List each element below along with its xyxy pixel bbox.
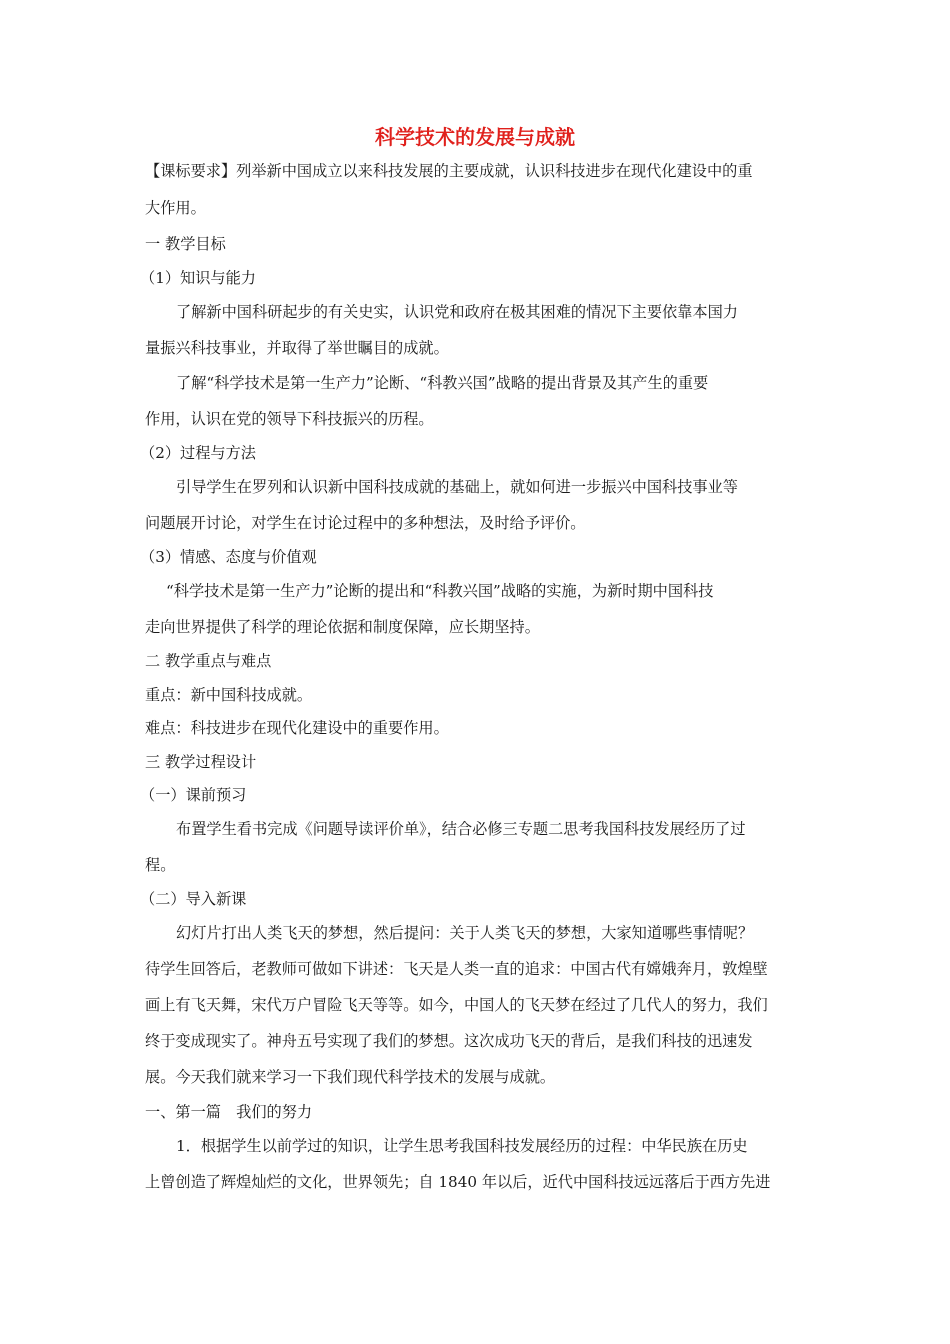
paragraph-line: 问题展开讨论，对学生在讨论过程中的多种想法，及时给予评价。: [145, 514, 586, 532]
key-point-line: 重点：新中国科技成就。: [145, 686, 313, 704]
subheading-knowledge-ability: （1）知识与能力: [140, 269, 256, 287]
paragraph-line: 画上有飞天舞，宋代万户冒险飞天等等。如今，中国人的飞天梦在经过了几代人的努力，我们: [145, 996, 768, 1014]
subheading-preview: （一）课前预习: [140, 786, 247, 804]
paragraph-line: 了解“科学技术是第一生产力”论断、“科教兴国”战略的提出背景及其产生的重要: [176, 374, 709, 392]
paragraph-line: 了解新中国科研起步的有关史实，认识党和政府在极其困难的情况下主要依靠本国力: [176, 303, 738, 321]
paragraph-line: 幻灯片打出人类飞天的梦想，然后提问：关于人类飞天的梦想，大家知道哪些事情呢？: [176, 924, 754, 942]
paragraph-line: 作用，认识在党的领导下科技振兴的历程。: [145, 410, 434, 428]
curriculum-requirement-line-1: 【课标要求】列举新中国成立以来科技发展的主要成就，认识科技进步在现代化建设中的重: [145, 162, 753, 180]
paragraph-line: 1．根据学生以前学过的知识，让学生思考我国科技发展经历的过程：中华民族在历史: [176, 1137, 748, 1155]
paragraph-line: 展。今天我们就来学习一下我们现代科学技术的发展与成就。: [145, 1068, 556, 1086]
paragraph-line: 终于变成现实了。神舟五号实现了我们的梦想。这次成功飞天的背后，是我们科技的迅速发: [145, 1032, 753, 1050]
paragraph-line: 待学生回答后，老教师可做如下讲述：飞天是人类一直的追求：中国古代有嫦娥奔月，敦煌壁: [145, 960, 768, 978]
curriculum-requirement-line-2: 大作用。: [145, 199, 206, 217]
section-heading-our-efforts: 一、第一篇 我们的努力: [145, 1103, 313, 1121]
paragraph-line: 引导学生在罗列和认识新中国科技成就的基础上，就如何进一步振兴中国科技事业等: [176, 478, 738, 496]
document-title: 科学技术的发展与成就: [375, 125, 575, 149]
paragraph-line: 程。: [145, 856, 176, 874]
section-heading-process-design: 三 教学过程设计: [145, 753, 257, 771]
subheading-emotion-values: （3）情感、态度与价值观: [140, 548, 317, 566]
paragraph-line: 布置学生看书完成《问题导读评价单》，结合必修三专题二思考我国科技发展经历了过: [176, 820, 746, 838]
subheading-process-method: （2）过程与方法: [140, 444, 256, 462]
section-heading-key-points: 二 教学重点与难点: [145, 652, 272, 670]
paragraph-line: “科学技术是第一生产力”论断的提出和“科教兴国”战略的实施，为新时期中国科技: [166, 582, 714, 600]
paragraph-line: 量振兴科技事业，并取得了举世瞩目的成就。: [145, 339, 449, 357]
subheading-introduction: （二）导入新课: [140, 890, 247, 908]
paragraph-line: 走向世界提供了科学的理论依据和制度保障，应长期坚持。: [145, 618, 540, 636]
paragraph-line: 上曾创造了辉煌灿烂的文化，世界领先；自 1840 年以后，近代中国科技远远落后于西方先进: [145, 1173, 771, 1191]
section-heading-teaching-goals: 一 教学目标: [145, 235, 226, 253]
difficulty-line: 难点：科技进步在现代化建设中的重要作用。: [145, 719, 449, 737]
